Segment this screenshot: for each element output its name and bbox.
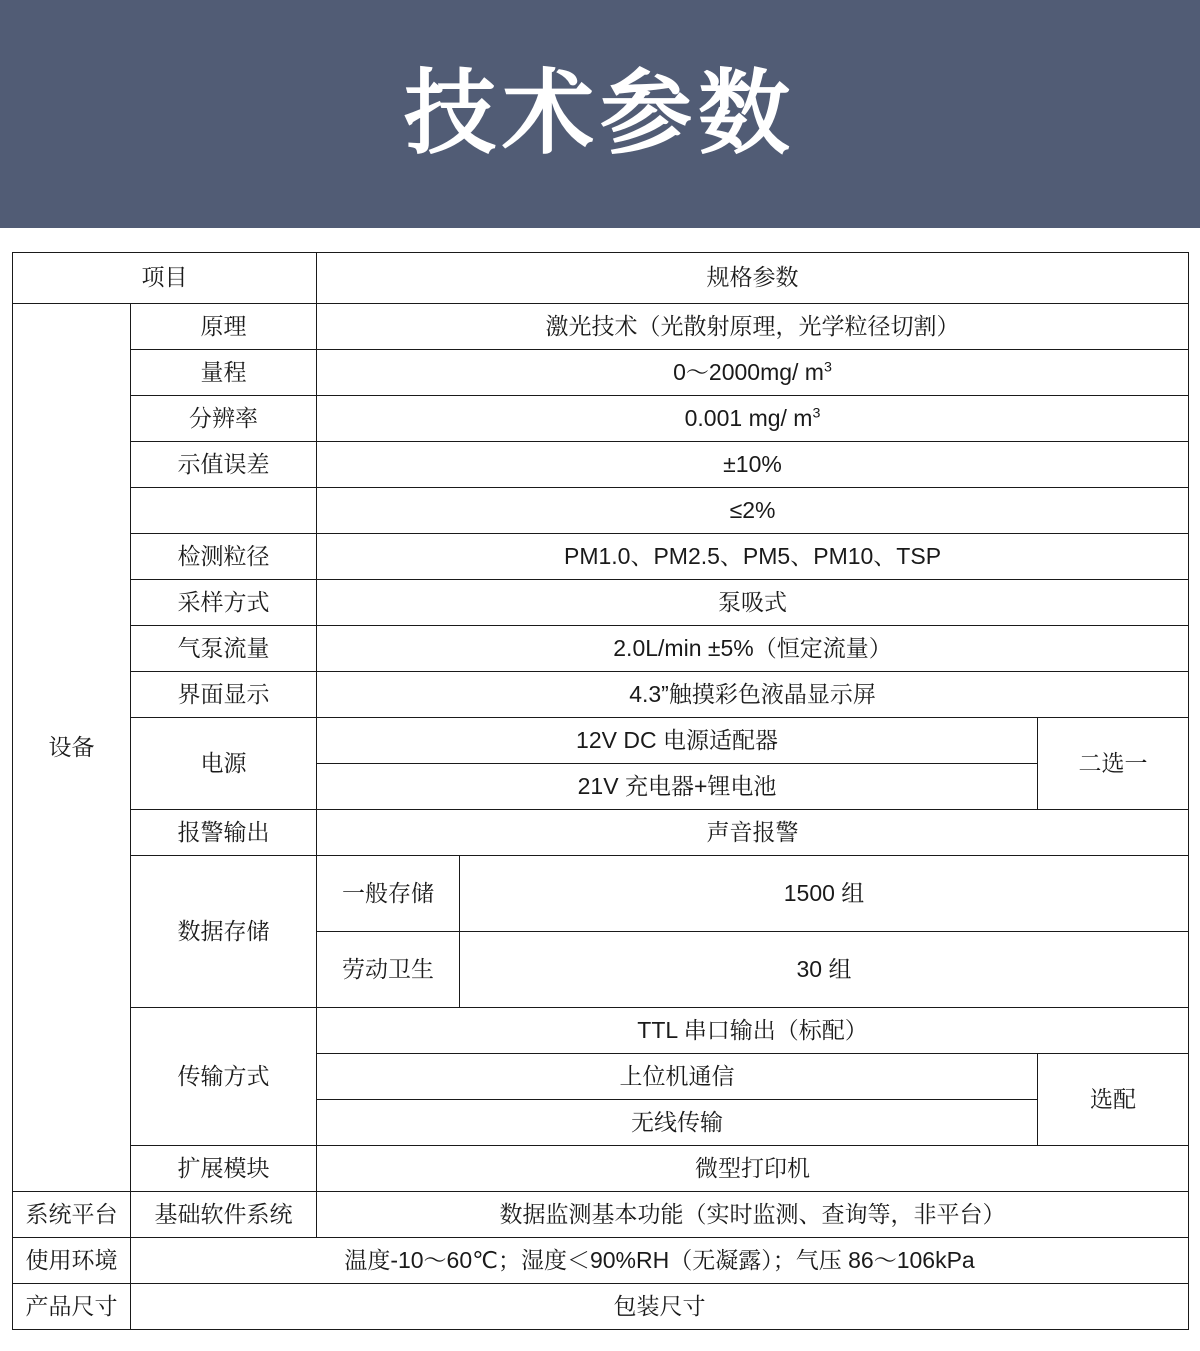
row-value-environment: 温度-10～60℃；湿度＜90%RH（无凝露）；气压 86～106kPa bbox=[131, 1238, 1189, 1284]
table-row bbox=[13, 810, 1189, 856]
row-label-range: 量程 bbox=[131, 350, 317, 396]
row-note-power: 二选一 bbox=[1038, 718, 1189, 810]
row-value-transmission-wireless: 无线传输 bbox=[317, 1100, 1038, 1146]
table-row bbox=[13, 626, 1189, 672]
row-label-sampling: 采样方式 bbox=[131, 580, 317, 626]
row-label-display: 界面显示 bbox=[131, 672, 317, 718]
row-value-display: 4.3”触摸彩色液晶显示屏 bbox=[317, 672, 1189, 718]
specification-table bbox=[12, 252, 1189, 1330]
page-title: 技术参数 bbox=[403, 63, 796, 165]
table-row bbox=[13, 442, 1189, 488]
range-value-text: 0～2000mg/ m bbox=[673, 358, 824, 385]
row-label-resolution: 分辨率 bbox=[131, 396, 317, 442]
row-value-sampling: 泵吸式 bbox=[317, 580, 1189, 626]
table-row bbox=[13, 1146, 1189, 1192]
table-row bbox=[13, 1192, 1189, 1238]
table-row bbox=[13, 672, 1189, 718]
table-row bbox=[13, 1284, 1189, 1330]
row-value-range bbox=[317, 350, 1189, 396]
row-sublabel-storage-general: 一般存储 bbox=[317, 856, 460, 932]
table-row bbox=[13, 350, 1189, 396]
row-value-transmission-host: 上位机通信 bbox=[317, 1054, 1038, 1100]
row-value-storage-general: 1500 组 bbox=[460, 856, 1189, 932]
table-row bbox=[13, 580, 1189, 626]
resolution-value-text: 0.001 mg/ m bbox=[684, 404, 813, 431]
row-value-power-battery: 21V 充电器+锂电池 bbox=[317, 764, 1038, 810]
row-value-blank: ≤2% bbox=[317, 488, 1189, 534]
row-label-module: 扩展模块 bbox=[131, 1146, 317, 1192]
table-row bbox=[13, 534, 1189, 580]
row-value-module: 微型打印机 bbox=[317, 1146, 1189, 1192]
table-row bbox=[13, 304, 1189, 350]
row-label-storage: 数据存储 bbox=[131, 856, 317, 1008]
row-value-dimensions: 包装尺寸 bbox=[131, 1284, 1189, 1330]
category-platform: 系统平台 bbox=[13, 1192, 131, 1238]
row-value-storage-hygiene: 30 组 bbox=[460, 932, 1189, 1008]
header-item: 项目 bbox=[13, 253, 317, 304]
category-device: 设备 bbox=[13, 304, 131, 1192]
row-label-power: 电源 bbox=[131, 718, 317, 810]
row-label-flow: 气泵流量 bbox=[131, 626, 317, 672]
table-header-row bbox=[13, 253, 1189, 304]
row-label-particle: 检测粒径 bbox=[131, 534, 317, 580]
row-label-blank bbox=[131, 488, 317, 534]
row-value-error: ±10% bbox=[317, 442, 1189, 488]
row-value-resolution bbox=[317, 396, 1189, 442]
table-row bbox=[13, 396, 1189, 442]
row-value-software: 数据监测基本功能（实时监测、查询等，非平台） bbox=[317, 1192, 1189, 1238]
row-value-flow: 2.0L/min ±5%（恒定流量） bbox=[317, 626, 1189, 672]
table-row bbox=[13, 1008, 1189, 1054]
page-banner bbox=[0, 0, 1200, 228]
category-dimensions: 产品尺寸 bbox=[13, 1284, 131, 1330]
range-value-sup: 3 bbox=[823, 359, 832, 376]
row-value-transmission-ttl: TTL 串口输出（标配） bbox=[317, 1008, 1189, 1054]
table-row bbox=[13, 1238, 1189, 1284]
row-label-principle: 原理 bbox=[131, 304, 317, 350]
row-label-software: 基础软件系统 bbox=[131, 1192, 317, 1238]
row-value-power-adapter: 12V DC 电源适配器 bbox=[317, 718, 1038, 764]
category-environment: 使用环境 bbox=[13, 1238, 131, 1284]
row-value-principle: 激光技术（光散射原理，光学粒径切割） bbox=[317, 304, 1189, 350]
row-label-error: 示值误差 bbox=[131, 442, 317, 488]
row-value-particle: PM1.0、PM2.5、PM5、PM10、TSP bbox=[317, 534, 1189, 580]
table-row bbox=[13, 488, 1189, 534]
row-sublabel-storage-hygiene: 劳动卫生 bbox=[317, 932, 460, 1008]
table-row bbox=[13, 718, 1189, 764]
resolution-value-sup: 3 bbox=[812, 405, 821, 422]
row-value-alarm: 声音报警 bbox=[317, 810, 1189, 856]
spec-table-container bbox=[0, 228, 1200, 1330]
row-label-alarm: 报警输出 bbox=[131, 810, 317, 856]
header-spec: 规格参数 bbox=[317, 253, 1189, 304]
row-label-transmission: 传输方式 bbox=[131, 1008, 317, 1146]
row-note-transmission: 选配 bbox=[1038, 1054, 1189, 1146]
table-row bbox=[13, 856, 1189, 932]
